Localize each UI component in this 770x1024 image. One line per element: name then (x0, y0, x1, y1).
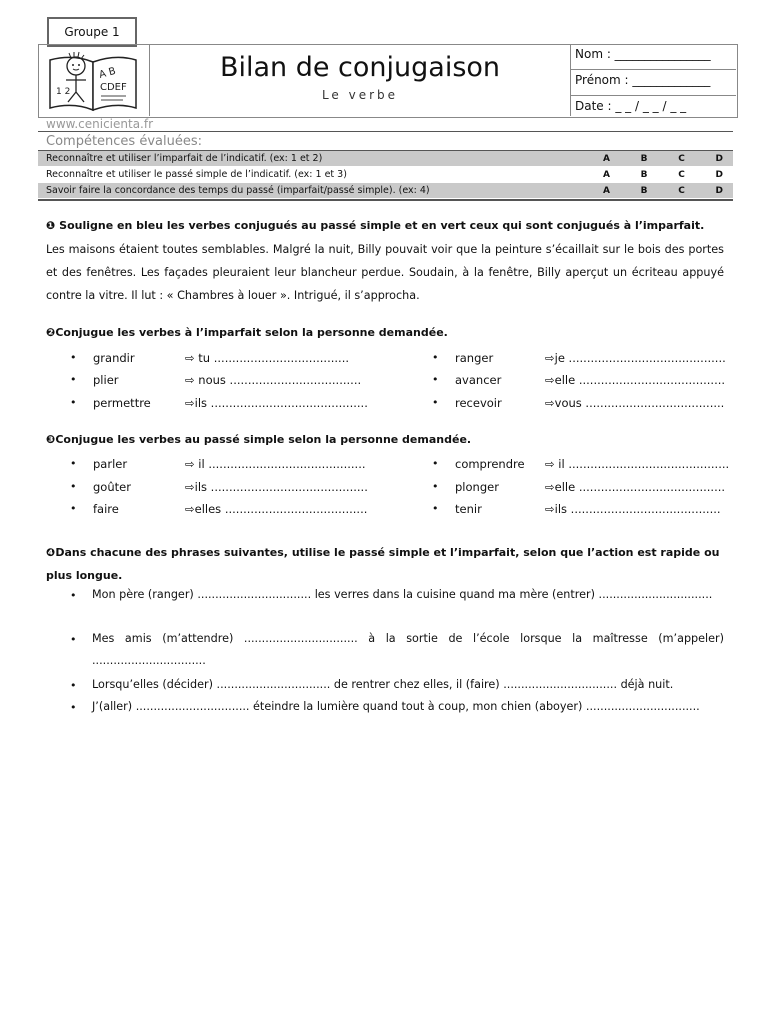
sentence-item[interactable]: Mes amis (m’attendre) ................................ à la sortie de l’école lorsque la maîtresse (m’appeler) ................................ (92, 632, 724, 667)
verb-label: avancer (455, 373, 502, 387)
grade-b: B (640, 185, 648, 196)
exercise-1-title: ❶ Souligne en bleu les verbes conjugués au passé simple et en vert ceux qui sont conjugués à l’imparfait. (46, 219, 705, 232)
grade-a: A (603, 169, 610, 180)
svg-text:1 2: 1 2 (56, 87, 71, 97)
grade-a: A (603, 185, 610, 196)
student-info-box (570, 44, 737, 116)
verb-label: plonger (455, 480, 499, 494)
nom-field[interactable]: Nom : ________________ (575, 47, 711, 61)
competence-row (38, 151, 733, 167)
answer-line[interactable]: ⇨ il ........................................... (185, 457, 366, 471)
prenom-field[interactable]: Prénom : _____________ (575, 73, 711, 87)
grade-c: C (678, 153, 685, 164)
grade-b: B (640, 169, 648, 180)
answer-line[interactable]: ⇨je ........................................... (545, 351, 726, 365)
svg-text:CDEF: CDEF (100, 82, 127, 93)
answer-line[interactable]: ⇨ nous .................................... (185, 373, 362, 387)
svg-text:A B: A B (97, 65, 118, 81)
answer-line[interactable]: ⇨ tu ..................................... (185, 351, 349, 365)
sentence-item[interactable]: Lorsqu’elles (décider) ................................ de rentrer chez elles, il (faire) ................................ déjà nuit. (92, 678, 674, 691)
answer-line[interactable]: ⇨ il ............................................ (545, 457, 730, 471)
verb-label: goûter (93, 480, 131, 494)
child-reading-book-icon (38, 44, 149, 116)
verb-label: ranger (455, 351, 494, 365)
exercise-2-title: ❷Conjugue les verbes à l’imparfait selon la personne demandée. (46, 326, 448, 339)
website-link[interactable]: www.cenicienta.fr (46, 117, 154, 131)
verb-label: grandir (93, 351, 135, 365)
date-field[interactable]: Date : _ _ / _ _ / _ _ (575, 99, 687, 113)
page-title: Bilan de conjugaison (219, 52, 501, 83)
verb-label: plier (93, 373, 119, 387)
answer-line[interactable]: ⇨vous ...................................... (545, 396, 725, 410)
answer-line[interactable]: ⇨ils ........................................... (185, 396, 368, 410)
logo (38, 44, 150, 116)
group-label: Groupe 1 (47, 17, 137, 47)
competences-table (38, 150, 733, 201)
exercise-4-title: ❹Dans chacune des phrases suivantes, utilise le passé simple et l’imparfait, selon que l’action est rapide ou plus longue. (46, 546, 720, 582)
answer-line[interactable]: ⇨elle ........................................ (545, 373, 726, 387)
answer-line[interactable]: ⇨elles ....................................... (185, 502, 368, 516)
verb-label: comprendre (455, 457, 525, 471)
grade-d: D (715, 153, 723, 164)
exercise-1-text: Les maisons étaient toutes semblables. Malgré la nuit, Billy pouvait voir que la peinture s’écaillait sur le bois des portes et des fenêtres. Les façades pleuraient leur blancheur perdue. Soudain, à la fenêtre, Billy aperçut un écriteau appuyé contre la vitre. Il lut : « Chambres à louer ». Intrigué, il s’approcha. (46, 243, 724, 302)
answer-line[interactable]: ⇨ils ........................................... (185, 480, 368, 494)
verb-label: permettre (93, 396, 151, 410)
competence-row (38, 167, 733, 183)
answer-line[interactable]: ⇨elle ........................................ (545, 480, 726, 494)
competences-title: Compétences évaluées: (46, 134, 202, 149)
grade-c: C (678, 185, 685, 196)
sentence-item[interactable]: J’(aller) ................................ éteindre la lumière quand tout à coup, mon chien (aboyer) ................................ (92, 700, 700, 713)
grade-d: D (715, 185, 723, 196)
competence-text: Reconnaître et utiliser l’imparfait de l’indicatif. (ex: 1 et 2) (46, 153, 323, 164)
verb-label: recevoir (455, 396, 502, 410)
sentence-item[interactable]: Mon père (ranger) ................................ les verres dans la cuisine quand ma mère (entrer) ................................ (92, 588, 713, 601)
verb-label: parler (93, 457, 128, 471)
exercise-3-title: ❸Conjugue les verbes au passé simple selon la personne demandée. (46, 433, 472, 446)
grade-a: A (603, 153, 610, 164)
verb-label: tenir (455, 502, 482, 516)
competence-text: Reconnaître et utiliser le passé simple de l’indicatif. (ex: 1 et 3) (46, 169, 347, 180)
grade-b: B (640, 153, 648, 164)
verb-label: faire (93, 502, 119, 516)
competence-text: Savoir faire la concordance des temps du passé (imparfait/passé simple). (ex: 4) (46, 185, 430, 196)
grade-c: C (678, 169, 685, 180)
grade-d: D (715, 169, 723, 180)
page-subtitle: Le verbe (321, 88, 399, 102)
answer-line[interactable]: ⇨ils ......................................... (545, 502, 721, 516)
competence-row (38, 183, 733, 199)
